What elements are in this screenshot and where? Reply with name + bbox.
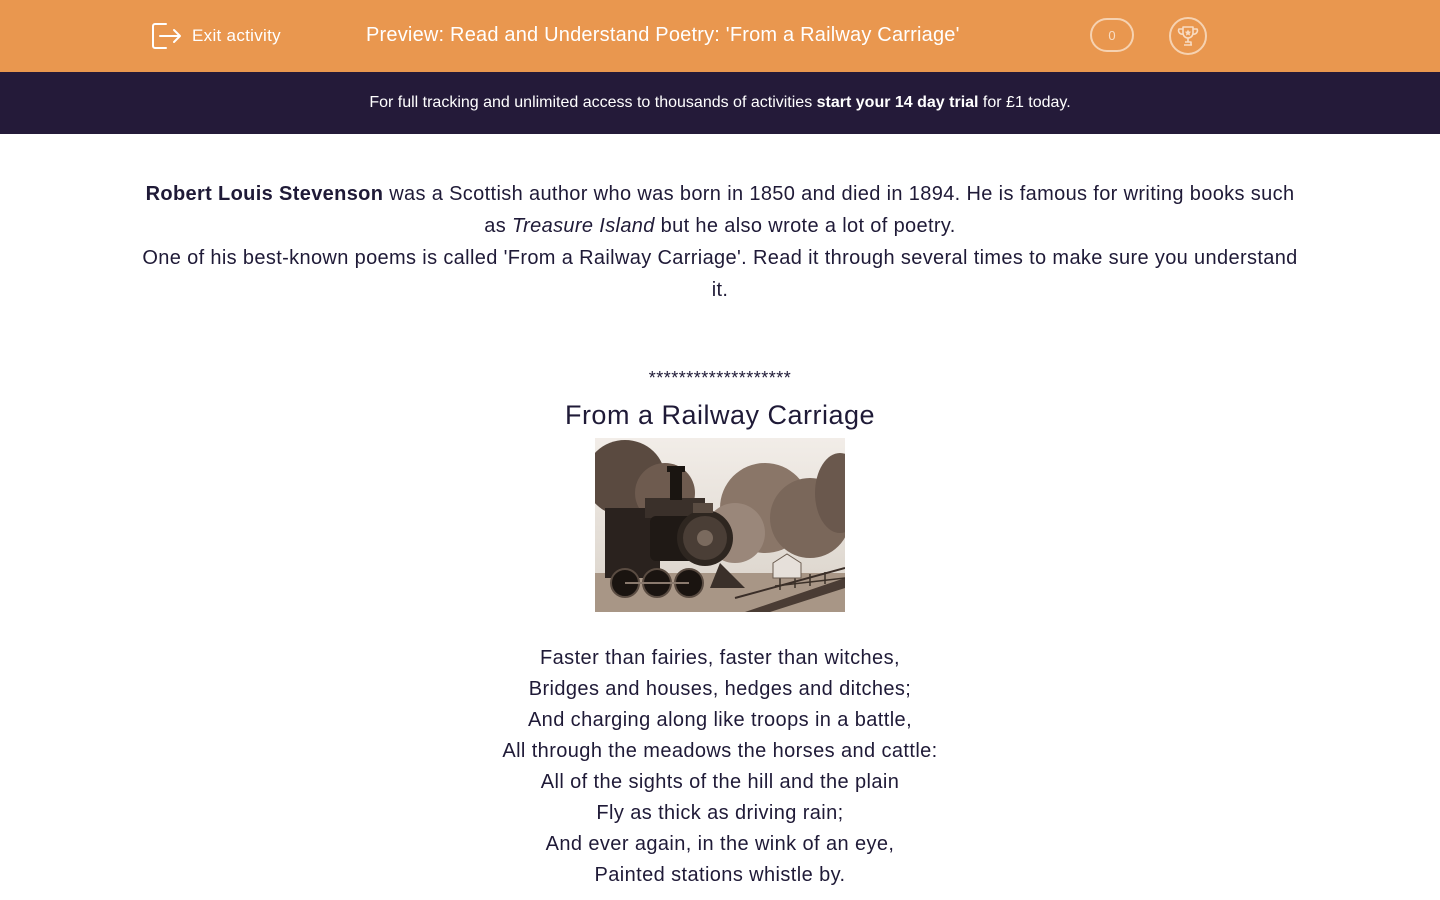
poem-line: Faster than fairies, faster than witches,	[540, 647, 900, 669]
banner-text-after: for £1 today.	[978, 94, 1071, 111]
poem-line: All of the sights of the hill and the plain	[540, 771, 900, 793]
page-title: Preview: Read and Understand Poetry: 'From a Railway Carriage'	[366, 24, 960, 46]
exit-icon	[150, 20, 182, 52]
score-badge: 0	[1090, 18, 1134, 52]
trial-banner	[0, 72, 1440, 134]
intro-paragraph-2: One of his best-known poems is called 'From a Railway Carriage'. Read it through several times to make sure you understand it.	[142, 247, 1298, 301]
poem-text	[0, 643, 1440, 891]
exit-activity-label: Exit activity	[192, 26, 281, 45]
exit-activity-button[interactable]	[150, 20, 281, 52]
poem-line: And ever again, in the wink of an eye,	[545, 833, 895, 855]
intro-sentence-1-end: but he also wrote a lot of poetry.	[654, 215, 956, 237]
trophy-icon	[1176, 24, 1200, 48]
banner-text-before: For full tracking and unlimited access to thousands of activities	[369, 94, 817, 111]
intro-text	[140, 178, 1300, 306]
poem-line: Fly as thick as driving rain;	[596, 802, 844, 824]
poem-line: All through the meadows the horses and cattle:	[502, 740, 938, 762]
poem-line: Painted stations whistle by.	[594, 864, 846, 886]
poem-line: Bridges and houses, hedges and ditches;	[528, 678, 912, 700]
top-bar	[0, 0, 1440, 72]
poem-title: From a Railway Carriage	[564, 400, 876, 430]
intro-paragraph-1	[140, 178, 1300, 242]
book-title: Treasure Island	[512, 215, 655, 237]
intro-sentence-1: was a Scottish author who was born in 1850 and died in 1894. He is famous for writing books such as	[383, 183, 1295, 237]
poem-line: And charging along like troops in a battle,	[527, 709, 913, 731]
trophy-button[interactable]	[1169, 17, 1207, 55]
steam-train-photo	[595, 438, 845, 612]
start-trial-link[interactable]: start your 14 day trial	[816, 94, 979, 111]
author-name: Robert Louis Stevenson	[145, 183, 384, 205]
separator: *******************	[648, 368, 792, 388]
